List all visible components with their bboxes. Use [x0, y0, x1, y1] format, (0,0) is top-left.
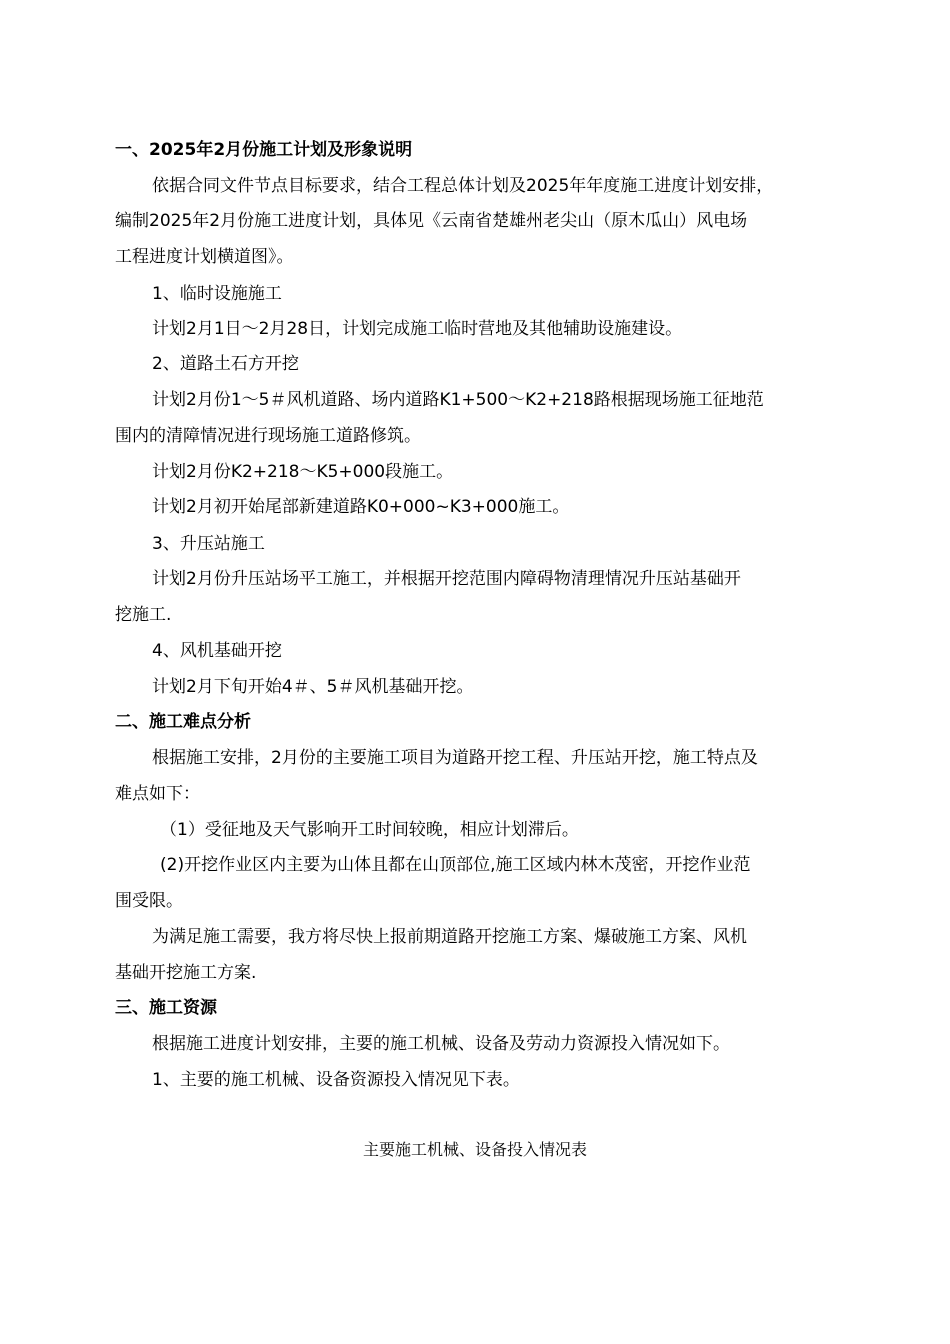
- section1-paragraph-line: 工程进度计划横道图》。: [115, 247, 294, 267]
- item3-text-line: 计划2月份升压站场平工施工，并根据开挖范围内障碍物清理情况升压站基础开: [152, 569, 741, 589]
- section1-heading: 一、2025年2月份施工计划及形象说明: [115, 140, 413, 160]
- difficulty-point-2-line: (2)开挖作业区内主要为山体且都在山顶部位,施工区域内林木茂密，开挖作业范: [160, 855, 751, 875]
- table-caption: 主要施工机械、设备投入情况表: [362, 1140, 587, 1159]
- section3-paragraph: 根据施工进度计划安排，主要的施工机械、设备及劳动力资源投入情况如下。: [152, 1034, 730, 1054]
- item3-text-line: 挖施工.: [115, 605, 172, 625]
- difficulty-point-2-line: 围受限。: [115, 891, 183, 911]
- item2-text-line: 围内的清障情况进行现场施工道路修筑。: [115, 426, 421, 446]
- section2-paragraph-line: 根据施工安排，2月份的主要施工项目为道路开挖工程、升压站开挖，施工特点及: [152, 748, 758, 768]
- item2-text: 计划2月份K2+218～K5+000段施工。: [152, 462, 454, 482]
- item1-text: 计划2月1日～2月28日，计划完成施工临时营地及其他辅助设施建设。: [152, 319, 683, 339]
- item2-title: 2、道路土石方开挖: [152, 354, 299, 374]
- item2-text-line: 计划2月份1～5＃风机道路、场内道路K1+500～K2+218路根据现场施工征地范: [152, 390, 764, 410]
- item3-title: 3、升压站施工: [152, 534, 265, 554]
- item4-text: 计划2月下旬开始4＃、5＃风机基础开挖。: [152, 677, 474, 697]
- section2-paragraph-line: 难点如下：: [115, 784, 200, 804]
- item2-text: 计划2月初开始尾部新建道路K0+000~K3+000施工。: [152, 497, 570, 517]
- section2-heading: 二、施工难点分析: [115, 712, 251, 732]
- section2-paragraph-line: 基础开挖施工方案.: [115, 963, 257, 983]
- difficulty-point-1: （1）受征地及天气影响开工时间较晚，相应计划滞后。: [160, 820, 579, 840]
- section1-paragraph-line: 编制2025年2月份施工进度计划，具体见《云南省楚雄州老尖山（原木瓜山）风电场: [115, 211, 748, 231]
- section2-paragraph-line: 为满足施工需要，我方将尽快上报前期道路开挖施工方案、爆破施工方案、风机: [152, 927, 747, 947]
- section3-item1: 1、主要的施工机械、设备资源投入情况见下表。: [152, 1070, 520, 1090]
- section1-paragraph-line: 依据合同文件节点目标要求，结合工程总体计划及2025年年度施工进度计划安排，: [152, 176, 774, 196]
- item4-title: 4、风机基础开挖: [152, 641, 282, 661]
- item1-title: 1、临时设施施工: [152, 284, 282, 304]
- section3-heading: 三、施工资源: [115, 998, 217, 1018]
